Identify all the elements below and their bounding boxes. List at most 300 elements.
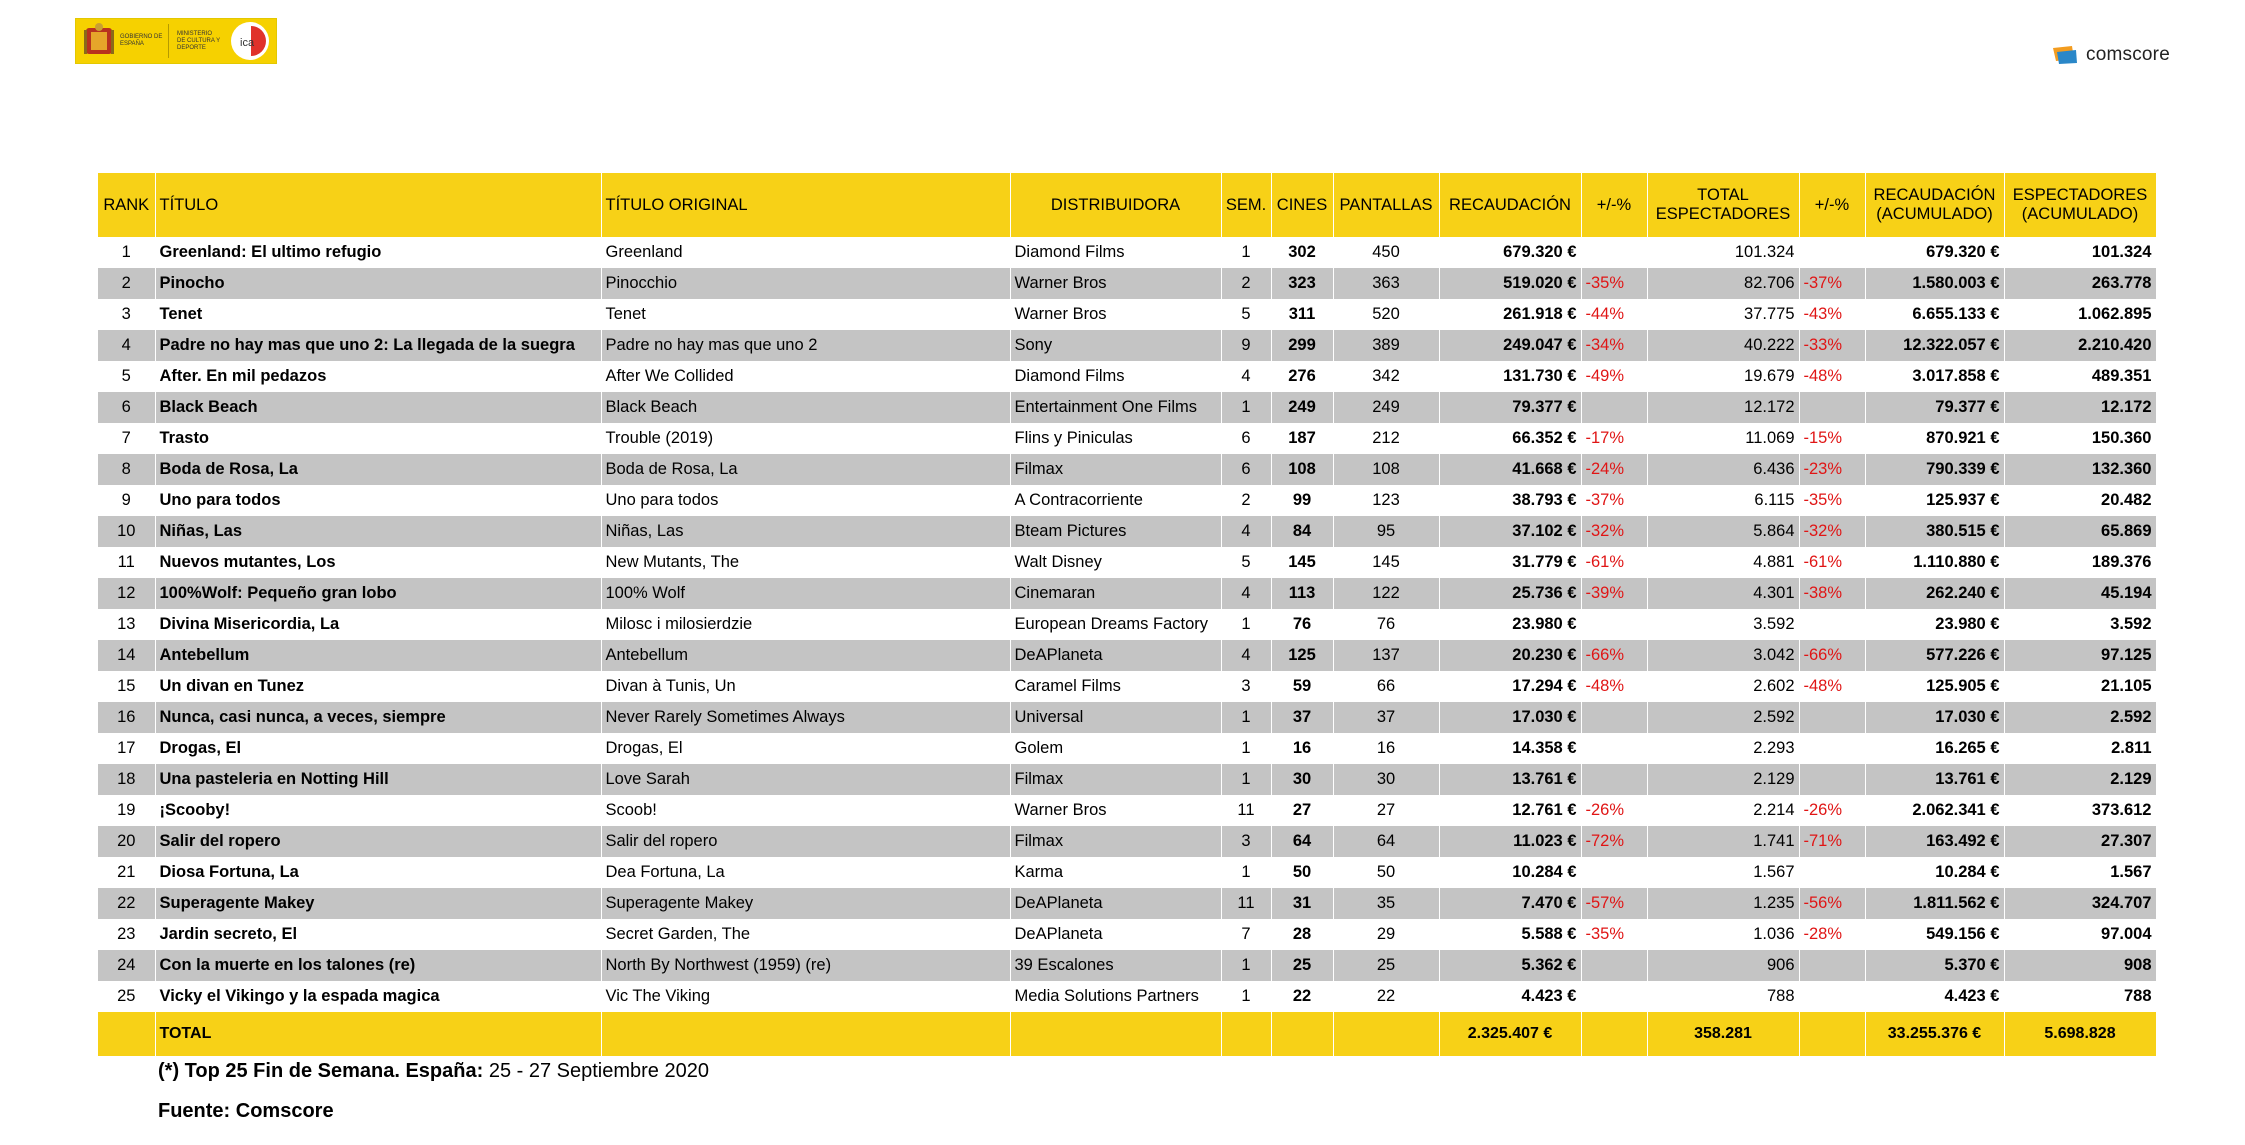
cell-espectadores-acumulado: 2.129	[2004, 764, 2156, 795]
col-header-titulo-original: TÍTULO ORIGINAL	[601, 173, 1010, 237]
cell-cines: 28	[1271, 919, 1333, 950]
cell-rank: 16	[98, 702, 155, 733]
cell-espectadores-acumulado: 263.778	[2004, 268, 2156, 299]
cell-total-espectadores: 37.775	[1647, 299, 1799, 330]
cell-recaudacion: 7.470 €	[1439, 888, 1581, 919]
total-empty-cell	[1581, 1012, 1647, 1056]
cell-variacion-espectadores: -71%	[1799, 826, 1865, 857]
cell-recaudacion: 519.020 €	[1439, 268, 1581, 299]
cell-distribuidora: Filmax	[1010, 764, 1221, 795]
cell-recaudacion-acumulado: 16.265 €	[1865, 733, 2004, 764]
cell-titulo: Boda de Rosa, La	[155, 454, 601, 485]
total-row	[98, 1012, 2156, 1056]
cell-cines: 64	[1271, 826, 1333, 857]
cell-pantallas: 50	[1333, 857, 1439, 888]
cell-titulo-original: Padre no hay mas que uno 2	[601, 330, 1010, 361]
cell-recaudacion-acumulado: 549.156 €	[1865, 919, 2004, 950]
cell-pantallas: 450	[1333, 237, 1439, 268]
cell-variacion-espectadores	[1799, 237, 1865, 268]
box-office-table	[98, 173, 2157, 1056]
cell-total-espectadores: 906	[1647, 950, 1799, 981]
cell-titulo-original: Never Rarely Sometimes Always	[601, 702, 1010, 733]
cell-recaudacion: 12.761 €	[1439, 795, 1581, 826]
cell-variacion-recaudacion	[1581, 950, 1647, 981]
cell-cines: 276	[1271, 361, 1333, 392]
cell-semanas: 2	[1221, 485, 1271, 516]
cell-rank: 2	[98, 268, 155, 299]
cell-espectadores-acumulado: 97.125	[2004, 640, 2156, 671]
cell-recaudacion: 41.668 €	[1439, 454, 1581, 485]
cell-espectadores-acumulado: 101.324	[2004, 237, 2156, 268]
cell-cines: 50	[1271, 857, 1333, 888]
cell-total-espectadores: 12.172	[1647, 392, 1799, 423]
cell-espectadores-acumulado: 373.612	[2004, 795, 2156, 826]
table-row	[98, 237, 2156, 268]
cell-espectadores-acumulado: 45.194	[2004, 578, 2156, 609]
cell-semanas: 6	[1221, 454, 1271, 485]
cell-distribuidora: Universal	[1010, 702, 1221, 733]
cell-titulo: Black Beach	[155, 392, 601, 423]
cell-pantallas: 35	[1333, 888, 1439, 919]
col-header-semanas: SEM.	[1221, 173, 1271, 237]
cell-recaudacion-acumulado: 125.905 €	[1865, 671, 2004, 702]
cell-cines: 323	[1271, 268, 1333, 299]
cell-cines: 125	[1271, 640, 1333, 671]
cell-distribuidora: Warner Bros	[1010, 795, 1221, 826]
cell-recaudacion-acumulado: 790.339 €	[1865, 454, 2004, 485]
cell-semanas: 4	[1221, 640, 1271, 671]
total-empty-cell	[1010, 1012, 1221, 1056]
cell-total-espectadores: 2.602	[1647, 671, 1799, 702]
cell-recaudacion: 38.793 €	[1439, 485, 1581, 516]
gobierno-text: GOBIERNO DE ESPAÑA	[120, 34, 163, 47]
cell-titulo-original: North By Northwest (1959) (re)	[601, 950, 1010, 981]
table-row	[98, 795, 2156, 826]
cell-semanas: 7	[1221, 919, 1271, 950]
cell-semanas: 1	[1221, 764, 1271, 795]
cell-rank: 12	[98, 578, 155, 609]
cell-espectadores-acumulado: 324.707	[2004, 888, 2156, 919]
cell-variacion-recaudacion: -17%	[1581, 423, 1647, 454]
cell-distribuidora: Warner Bros	[1010, 268, 1221, 299]
cell-titulo-original: Trouble (2019)	[601, 423, 1010, 454]
cell-semanas: 1	[1221, 733, 1271, 764]
cell-espectadores-acumulado: 189.376	[2004, 547, 2156, 578]
cell-pantallas: 145	[1333, 547, 1439, 578]
cell-pantallas: 22	[1333, 981, 1439, 1012]
cell-recaudacion-acumulado: 3.017.858 €	[1865, 361, 2004, 392]
cell-variacion-recaudacion	[1581, 857, 1647, 888]
cell-distribuidora: Flins y Piniculas	[1010, 423, 1221, 454]
gobierno-logo	[75, 18, 277, 64]
table-row	[98, 578, 2156, 609]
footnote-period-bold: (*) Top 25 Fin de Semana. España:	[158, 1060, 484, 1082]
cell-cines: 145	[1271, 547, 1333, 578]
cell-titulo-original: Milosc i milosierdzie	[601, 609, 1010, 640]
cell-total-espectadores: 1.741	[1647, 826, 1799, 857]
cell-recaudacion-acumulado: 679.320 €	[1865, 237, 2004, 268]
cell-semanas: 5	[1221, 547, 1271, 578]
col-header-variacion-recaudacion: +/-%	[1581, 173, 1647, 237]
cell-titulo: Tenet	[155, 299, 601, 330]
cell-variacion-espectadores: -23%	[1799, 454, 1865, 485]
cell-pantallas: 123	[1333, 485, 1439, 516]
cell-titulo-original: Pinocchio	[601, 268, 1010, 299]
total-empty-cell	[1221, 1012, 1271, 1056]
cell-recaudacion-acumulado: 577.226 €	[1865, 640, 2004, 671]
cell-titulo-original: Uno para todos	[601, 485, 1010, 516]
cell-recaudacion: 5.362 €	[1439, 950, 1581, 981]
cell-cines: 22	[1271, 981, 1333, 1012]
table-row	[98, 950, 2156, 981]
cell-total-espectadores: 4.881	[1647, 547, 1799, 578]
cell-pantallas: 137	[1333, 640, 1439, 671]
table-row	[98, 485, 2156, 516]
cell-pantallas: 16	[1333, 733, 1439, 764]
cell-semanas: 6	[1221, 423, 1271, 454]
cell-variacion-espectadores	[1799, 702, 1865, 733]
cell-rank: 7	[98, 423, 155, 454]
cell-espectadores-acumulado: 788	[2004, 981, 2156, 1012]
cell-titulo: Jardin secreto, El	[155, 919, 601, 950]
cell-recaudacion-acumulado: 17.030 €	[1865, 702, 2004, 733]
cell-titulo-original: Tenet	[601, 299, 1010, 330]
cell-recaudacion-acumulado: 10.284 €	[1865, 857, 2004, 888]
cell-pantallas: 27	[1333, 795, 1439, 826]
cell-variacion-recaudacion: -57%	[1581, 888, 1647, 919]
cell-distribuidora: A Contracorriente	[1010, 485, 1221, 516]
cell-espectadores-acumulado: 12.172	[2004, 392, 2156, 423]
cell-espectadores-acumulado: 2.811	[2004, 733, 2156, 764]
cell-cines: 84	[1271, 516, 1333, 547]
cell-recaudacion: 679.320 €	[1439, 237, 1581, 268]
cell-semanas: 1	[1221, 392, 1271, 423]
cell-recaudacion-acumulado: 125.937 €	[1865, 485, 2004, 516]
ica-text: ica	[240, 37, 255, 49]
table-row	[98, 671, 2156, 702]
cell-rank: 11	[98, 547, 155, 578]
cell-recaudacion: 66.352 €	[1439, 423, 1581, 454]
cell-titulo: Pinocho	[155, 268, 601, 299]
cell-variacion-recaudacion	[1581, 702, 1647, 733]
comscore-text: comscore	[2086, 44, 2170, 65]
cell-variacion-espectadores: -56%	[1799, 888, 1865, 919]
cell-pantallas: 108	[1333, 454, 1439, 485]
cell-variacion-espectadores: -43%	[1799, 299, 1865, 330]
cell-distribuidora: Media Solutions Partners	[1010, 981, 1221, 1012]
cell-total-espectadores: 1.036	[1647, 919, 1799, 950]
cell-distribuidora: Entertainment One Films	[1010, 392, 1221, 423]
cell-cines: 302	[1271, 237, 1333, 268]
cell-titulo: After. En mil pedazos	[155, 361, 601, 392]
cell-distribuidora: DeAPlaneta	[1010, 888, 1221, 919]
cell-pantallas: 389	[1333, 330, 1439, 361]
cell-recaudacion-acumulado: 79.377 €	[1865, 392, 2004, 423]
cell-recaudacion: 79.377 €	[1439, 392, 1581, 423]
cell-variacion-recaudacion: -44%	[1581, 299, 1647, 330]
total-empty-cell	[601, 1012, 1010, 1056]
cell-total-espectadores: 3.592	[1647, 609, 1799, 640]
cell-recaudacion: 11.023 €	[1439, 826, 1581, 857]
cell-cines: 108	[1271, 454, 1333, 485]
cell-rank: 10	[98, 516, 155, 547]
cell-semanas: 1	[1221, 609, 1271, 640]
table-row	[98, 826, 2156, 857]
cell-distribuidora: DeAPlaneta	[1010, 919, 1221, 950]
table-row	[98, 299, 2156, 330]
cell-titulo-original: After We Collided	[601, 361, 1010, 392]
table-row	[98, 888, 2156, 919]
box-office-table-wrapper	[98, 173, 2157, 1056]
comscore-logo	[2052, 44, 2170, 66]
cell-variacion-espectadores: -26%	[1799, 795, 1865, 826]
cell-variacion-recaudacion	[1581, 764, 1647, 795]
table-row	[98, 733, 2156, 764]
cell-cines: 37	[1271, 702, 1333, 733]
cell-variacion-recaudacion	[1581, 981, 1647, 1012]
cell-variacion-espectadores: -15%	[1799, 423, 1865, 454]
cell-recaudacion-acumulado: 2.062.341 €	[1865, 795, 2004, 826]
cell-titulo-original: Divan à Tunis, Un	[601, 671, 1010, 702]
cell-espectadores-acumulado: 3.592	[2004, 609, 2156, 640]
cell-rank: 15	[98, 671, 155, 702]
cell-pantallas: 95	[1333, 516, 1439, 547]
cell-total-espectadores: 788	[1647, 981, 1799, 1012]
cell-distribuidora: Diamond Films	[1010, 361, 1221, 392]
cell-rank: 14	[98, 640, 155, 671]
cell-distribuidora: Warner Bros	[1010, 299, 1221, 330]
cell-titulo-original: Dea Fortuna, La	[601, 857, 1010, 888]
table-row	[98, 547, 2156, 578]
cell-titulo-original: Greenland	[601, 237, 1010, 268]
cell-variacion-espectadores: -33%	[1799, 330, 1865, 361]
cell-semanas: 1	[1221, 702, 1271, 733]
cell-total-espectadores: 4.301	[1647, 578, 1799, 609]
cell-total-espectadores: 1.567	[1647, 857, 1799, 888]
cell-variacion-recaudacion: -35%	[1581, 919, 1647, 950]
cell-cines: 27	[1271, 795, 1333, 826]
cell-pantallas: 520	[1333, 299, 1439, 330]
table-row	[98, 361, 2156, 392]
footnotes	[158, 1060, 709, 1140]
col-header-total-espectadores: TOTAL ESPECTADORES	[1647, 173, 1799, 237]
total-recaudacion: 2.325.407 €	[1439, 1012, 1581, 1056]
cell-total-espectadores: 101.324	[1647, 237, 1799, 268]
cell-recaudacion-acumulado: 13.761 €	[1865, 764, 2004, 795]
cell-total-espectadores: 40.222	[1647, 330, 1799, 361]
total-empty-cell	[1333, 1012, 1439, 1056]
cell-recaudacion: 20.230 €	[1439, 640, 1581, 671]
cell-pantallas: 29	[1333, 919, 1439, 950]
cell-recaudacion: 261.918 €	[1439, 299, 1581, 330]
cell-pantallas: 66	[1333, 671, 1439, 702]
cell-titulo: Nuevos mutantes, Los	[155, 547, 601, 578]
cell-recaudacion-acumulado: 163.492 €	[1865, 826, 2004, 857]
cell-titulo-original: Vic The Viking	[601, 981, 1010, 1012]
cell-espectadores-acumulado: 489.351	[2004, 361, 2156, 392]
col-header-recaudacion-acumulado: RECAUDACIÓN (ACUMULADO)	[1865, 173, 2004, 237]
cell-titulo: Padre no hay mas que uno 2: La llegada de la suegra	[155, 330, 601, 361]
cell-total-espectadores: 11.069	[1647, 423, 1799, 454]
cell-variacion-recaudacion: -72%	[1581, 826, 1647, 857]
table-row	[98, 857, 2156, 888]
cell-total-espectadores: 2.214	[1647, 795, 1799, 826]
cell-recaudacion-acumulado: 1.110.880 €	[1865, 547, 2004, 578]
cell-espectadores-acumulado: 21.105	[2004, 671, 2156, 702]
cell-espectadores-acumulado: 20.482	[2004, 485, 2156, 516]
cell-semanas: 1	[1221, 981, 1271, 1012]
cell-pantallas: 212	[1333, 423, 1439, 454]
footnote-period	[158, 1060, 709, 1100]
col-header-recaudacion: RECAUDACIÓN	[1439, 173, 1581, 237]
cell-cines: 311	[1271, 299, 1333, 330]
cell-titulo: Un divan en Tunez	[155, 671, 601, 702]
cell-pantallas: 25	[1333, 950, 1439, 981]
cell-rank: 20	[98, 826, 155, 857]
cell-rank: 21	[98, 857, 155, 888]
cell-recaudacion-acumulado: 12.322.057 €	[1865, 330, 2004, 361]
comscore-icon	[2052, 45, 2078, 65]
table-row	[98, 392, 2156, 423]
cell-rank: 22	[98, 888, 155, 919]
cell-distribuidora: Golem	[1010, 733, 1221, 764]
cell-titulo-original: Black Beach	[601, 392, 1010, 423]
cell-distribuidora: 39 Escalones	[1010, 950, 1221, 981]
cell-rank: 18	[98, 764, 155, 795]
cell-distribuidora: DeAPlaneta	[1010, 640, 1221, 671]
cell-titulo: ¡Scooby!	[155, 795, 601, 826]
cell-espectadores-acumulado: 908	[2004, 950, 2156, 981]
cell-titulo: Antebellum	[155, 640, 601, 671]
cell-titulo: Una pasteleria en Notting Hill	[155, 764, 601, 795]
cell-rank: 23	[98, 919, 155, 950]
cell-rank: 6	[98, 392, 155, 423]
cell-distribuidora: Bteam Pictures	[1010, 516, 1221, 547]
cell-semanas: 4	[1221, 361, 1271, 392]
cell-titulo: Salir del ropero	[155, 826, 601, 857]
cell-distribuidora: Walt Disney	[1010, 547, 1221, 578]
table-row	[98, 330, 2156, 361]
cell-titulo-original: Drogas, El	[601, 733, 1010, 764]
cell-variacion-espectadores: -35%	[1799, 485, 1865, 516]
col-header-espectadores-acumulado: ESPECTADORES (ACUMULADO)	[2004, 173, 2156, 237]
cell-recaudacion: 4.423 €	[1439, 981, 1581, 1012]
cell-total-espectadores: 5.864	[1647, 516, 1799, 547]
cell-total-espectadores: 2.293	[1647, 733, 1799, 764]
cell-variacion-espectadores	[1799, 609, 1865, 640]
cell-cines: 99	[1271, 485, 1333, 516]
cell-total-espectadores: 3.042	[1647, 640, 1799, 671]
cell-semanas: 5	[1221, 299, 1271, 330]
cell-variacion-espectadores	[1799, 857, 1865, 888]
cell-titulo-original: Scoob!	[601, 795, 1010, 826]
cell-variacion-recaudacion: -35%	[1581, 268, 1647, 299]
cell-variacion-recaudacion: -49%	[1581, 361, 1647, 392]
cell-recaudacion-acumulado: 1.811.562 €	[1865, 888, 2004, 919]
table-row	[98, 454, 2156, 485]
cell-total-espectadores: 6.436	[1647, 454, 1799, 485]
cell-total-espectadores: 6.115	[1647, 485, 1799, 516]
cell-distribuidora: Diamond Films	[1010, 237, 1221, 268]
cell-variacion-recaudacion	[1581, 609, 1647, 640]
cell-cines: 249	[1271, 392, 1333, 423]
cell-variacion-espectadores	[1799, 981, 1865, 1012]
cell-semanas: 2	[1221, 268, 1271, 299]
cell-rank: 24	[98, 950, 155, 981]
cell-total-espectadores: 19.679	[1647, 361, 1799, 392]
cell-cines: 187	[1271, 423, 1333, 454]
col-header-titulo: TÍTULO	[155, 173, 601, 237]
cell-espectadores-acumulado: 65.869	[2004, 516, 2156, 547]
cell-pantallas: 122	[1333, 578, 1439, 609]
cell-variacion-espectadores	[1799, 392, 1865, 423]
cell-variacion-espectadores: -66%	[1799, 640, 1865, 671]
cell-semanas: 9	[1221, 330, 1271, 361]
cell-variacion-espectadores: -61%	[1799, 547, 1865, 578]
cell-pantallas: 37	[1333, 702, 1439, 733]
total-label: TOTAL	[155, 1012, 601, 1056]
cell-recaudacion: 31.779 €	[1439, 547, 1581, 578]
cell-recaudacion-acumulado: 6.655.133 €	[1865, 299, 2004, 330]
cell-variacion-espectadores: -38%	[1799, 578, 1865, 609]
cell-variacion-espectadores	[1799, 733, 1865, 764]
cell-variacion-espectadores	[1799, 950, 1865, 981]
cell-variacion-recaudacion	[1581, 237, 1647, 268]
footnote-source: Fuente: Comscore	[158, 1100, 334, 1122]
cell-recaudacion-acumulado: 380.515 €	[1865, 516, 2004, 547]
footnote-period-dates: 25 - 27 Septiembre 2020	[483, 1060, 709, 1082]
cell-distribuidora: Sony	[1010, 330, 1221, 361]
cell-titulo-original: New Mutants, The	[601, 547, 1010, 578]
cell-variacion-recaudacion: -48%	[1581, 671, 1647, 702]
cell-variacion-espectadores: -32%	[1799, 516, 1865, 547]
cell-variacion-recaudacion: -61%	[1581, 547, 1647, 578]
cell-cines: 31	[1271, 888, 1333, 919]
total-empty-cell	[98, 1012, 155, 1056]
cell-titulo: Uno para todos	[155, 485, 601, 516]
cell-distribuidora: Karma	[1010, 857, 1221, 888]
cell-distribuidora: Filmax	[1010, 826, 1221, 857]
cell-variacion-recaudacion	[1581, 392, 1647, 423]
table-row	[98, 268, 2156, 299]
cell-rank: 3	[98, 299, 155, 330]
table-header-row	[98, 173, 2156, 237]
cell-recaudacion: 131.730 €	[1439, 361, 1581, 392]
cell-semanas: 4	[1221, 578, 1271, 609]
cell-recaudacion: 25.736 €	[1439, 578, 1581, 609]
cell-pantallas: 30	[1333, 764, 1439, 795]
cell-titulo-original: Love Sarah	[601, 764, 1010, 795]
cell-variacion-espectadores: -48%	[1799, 671, 1865, 702]
cell-variacion-recaudacion: -32%	[1581, 516, 1647, 547]
total-empty-cell	[1271, 1012, 1333, 1056]
cell-total-espectadores: 1.235	[1647, 888, 1799, 919]
cell-variacion-recaudacion	[1581, 733, 1647, 764]
cell-semanas: 3	[1221, 671, 1271, 702]
cell-espectadores-acumulado: 2.592	[2004, 702, 2156, 733]
cell-variacion-recaudacion: -24%	[1581, 454, 1647, 485]
cell-recaudacion: 23.980 €	[1439, 609, 1581, 640]
cell-variacion-recaudacion: -34%	[1581, 330, 1647, 361]
cell-rank: 9	[98, 485, 155, 516]
cell-rank: 1	[98, 237, 155, 268]
cell-cines: 25	[1271, 950, 1333, 981]
cell-titulo: Con la muerte en los talones (re)	[155, 950, 601, 981]
cell-titulo-original: Niñas, Las	[601, 516, 1010, 547]
total-espectadores: 358.281	[1647, 1012, 1799, 1056]
table-row	[98, 702, 2156, 733]
cell-cines: 299	[1271, 330, 1333, 361]
